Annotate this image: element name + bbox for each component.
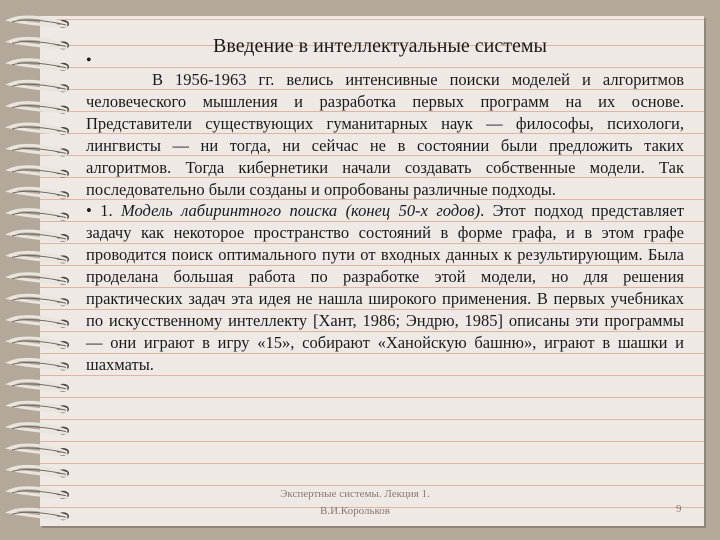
slide-title: Введение в интеллектуальные системы [213,35,547,57]
footer-author: В.И.Корольков [320,505,390,517]
footer-caption [230,486,480,520]
empty-bullet: • [86,52,92,69]
list-item-1 [86,200,684,375]
intro-paragraph: В 1956-1963 гг. велись интенсивные поиски моделей и алгоритмов человеческого мышления и разработка первых программ на их основе. Представители существующих гуманитарных наук — философы, психологи, лингвисты — ни тогда, ни сейчас не в состоянии были предложить таких алгоритмов. Тогда кибернетики начали создавать собственные модели. Так последовательно были созданы и опробованы различные подходы. [86,70,684,199]
list-item-1-text: . Этот подход представляет задачу как некоторое пространство состояний в форме графа, и в этом графе проводится поиск оптимального пути от входных данных к результирующим. Была проделана большая работа по разработке этой модели, но для решения практических задач эта идея не нашла широкого применения. В первых учебниках по искусственному интеллекту [Хант, 1986; Эндрю, 1985] описаны эти программы — они играют в игру «15», собирают «Ханойскую башню», играют в шашки и шахматы. [86,201,684,374]
page-number: 9 [676,503,682,515]
spiral-binding-icon [0,0,90,540]
list-item-1-prefix: • 1. [86,201,122,221]
list-item-1-heading: Модель лабиринтного поиска (конец 50-х годов) [121,201,481,221]
slide-body [86,69,684,376]
footer-lecture: Экспертные системы. Лекция 1. [280,488,430,500]
